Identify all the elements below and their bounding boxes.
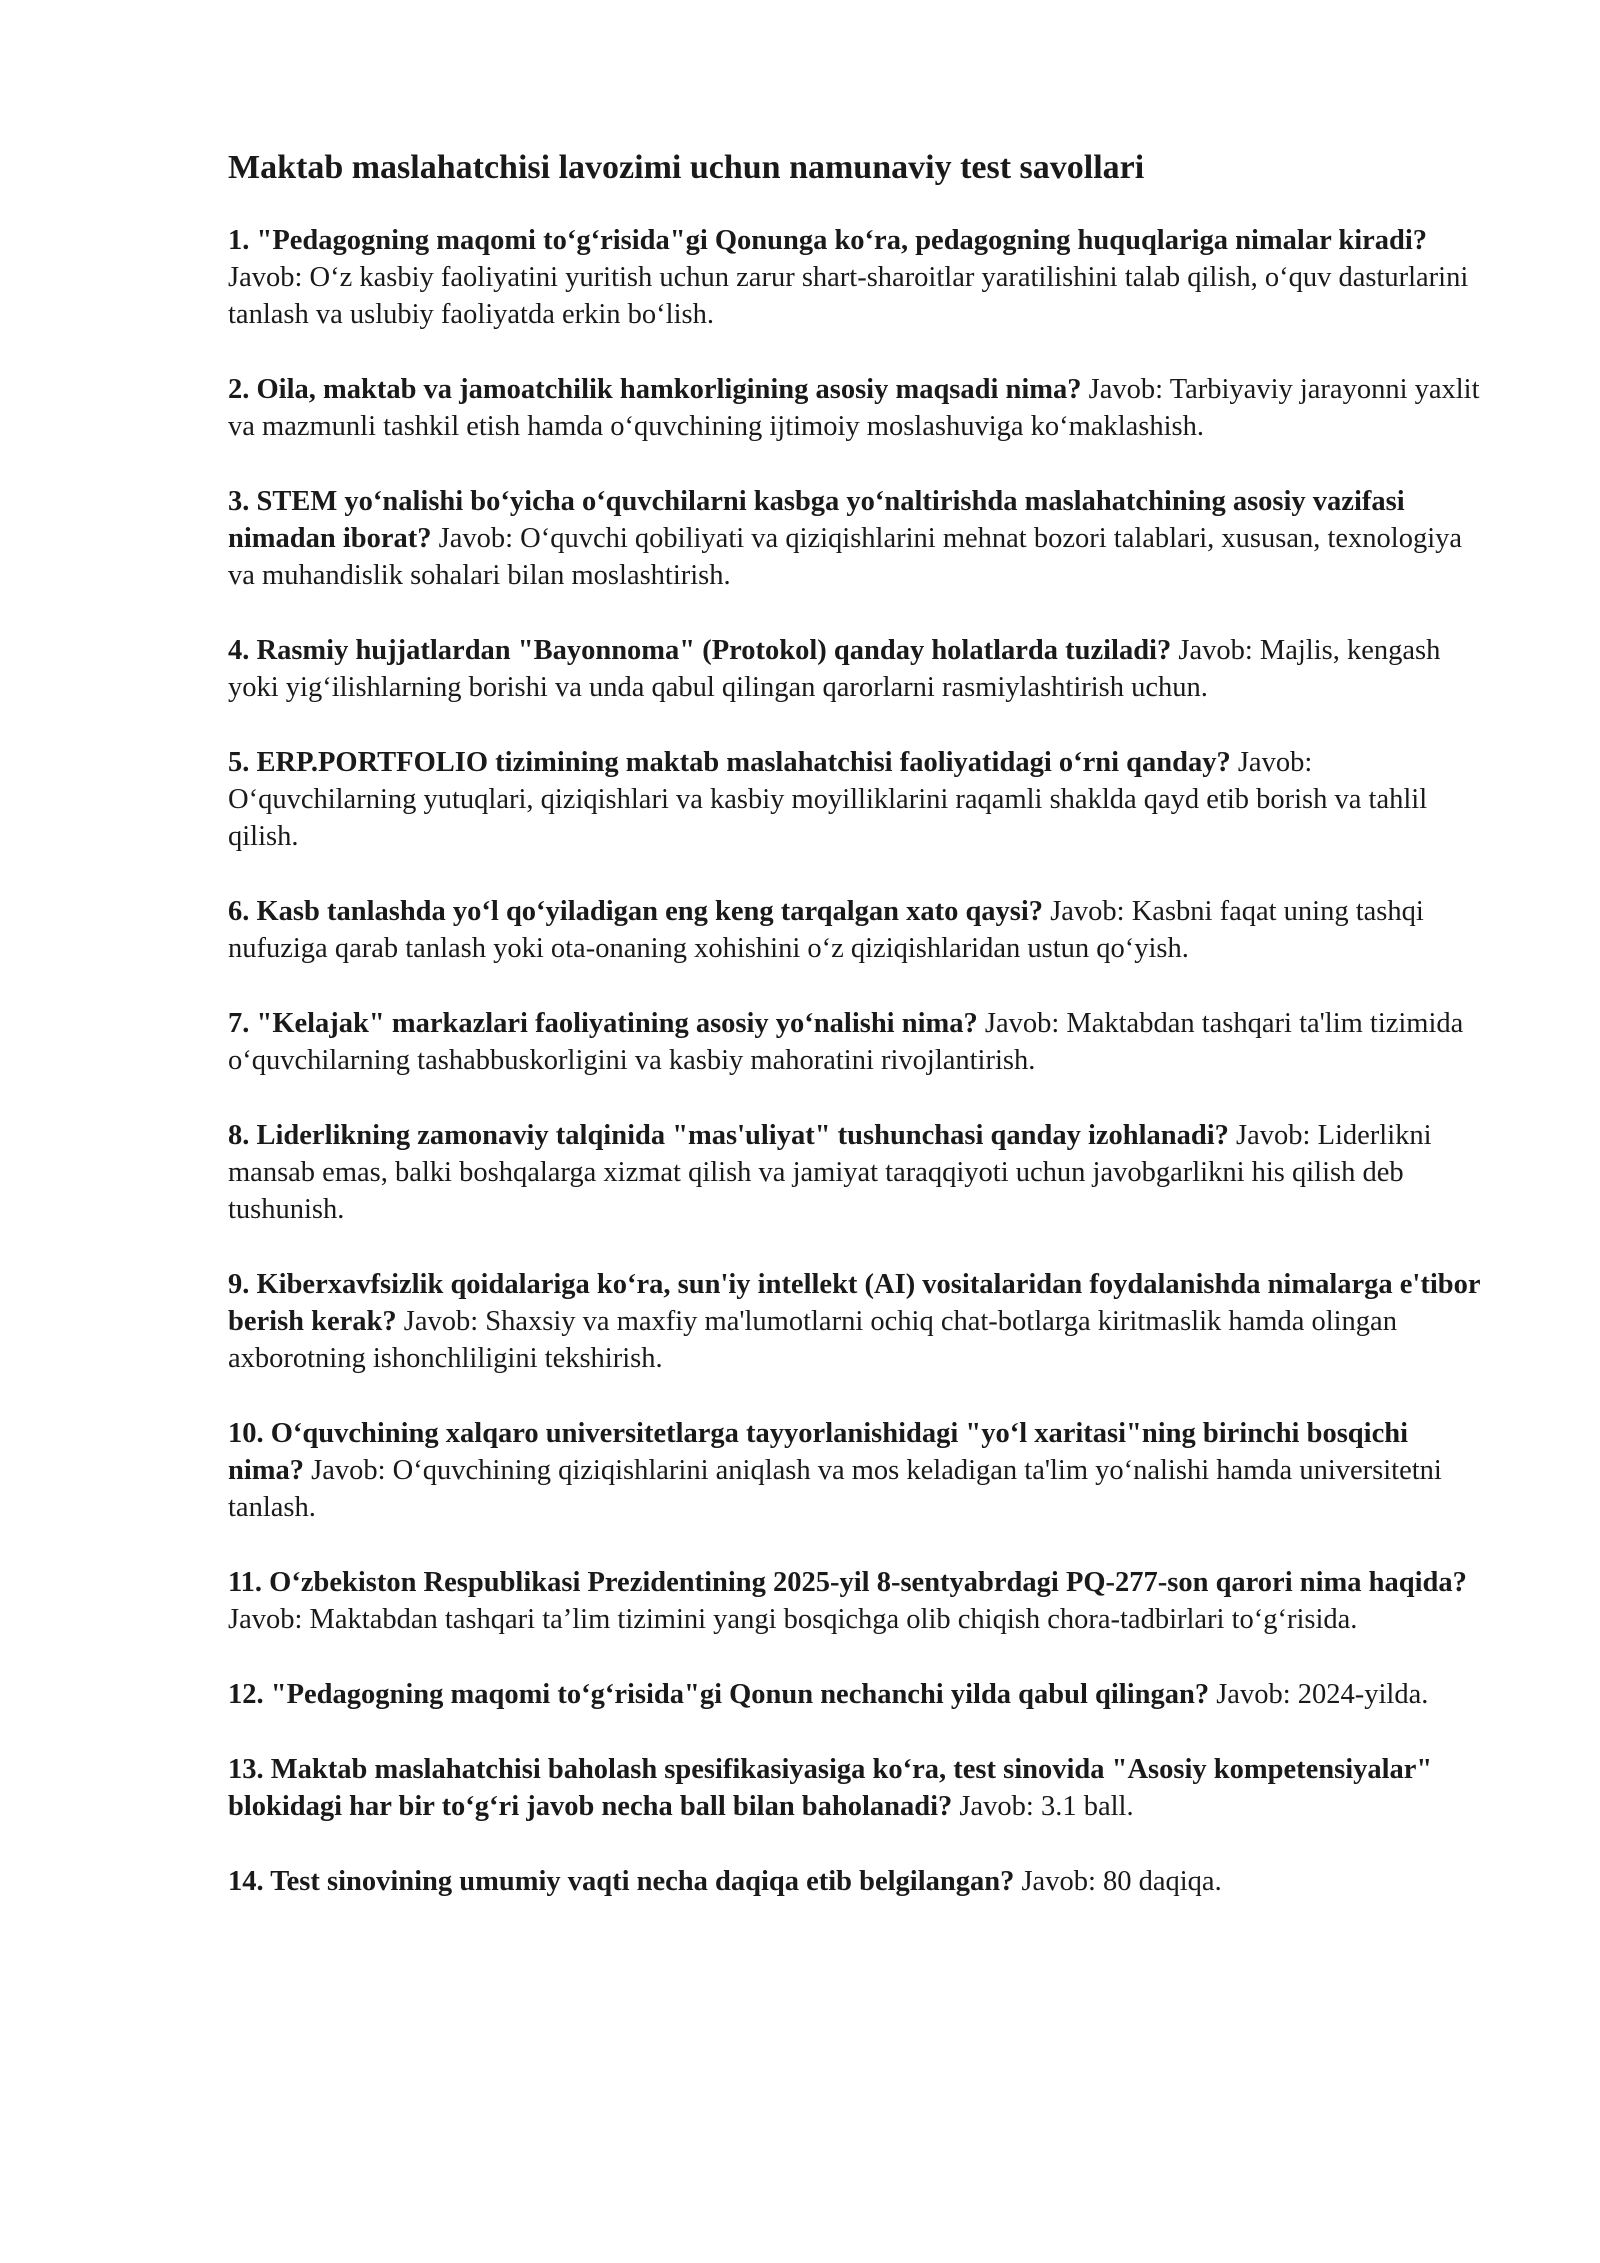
qa-item-6 [228, 893, 1488, 967]
qa-item-5 [228, 744, 1488, 855]
answer-text: Javob: Majlis, kengash yoki yig‘ilishlarning borishi va unda qabul qilingan qarorlarni rasmiylashtirish uchun. [228, 635, 1441, 703]
question-text: 3. STEM yo‘nalishi bo‘yicha o‘quvchilarni kasbga yo‘naltirishda maslahatchining asosiy vazifasi nimadan iborat? [228, 486, 1405, 554]
qa-item-13 [228, 1751, 1488, 1825]
question-text: 9. Kiberxavfsizlik qoidalariga ko‘ra, sun'iy intellekt (AI) vositalaridan foydalanishda nimalarga e'tibor berish kerak? [228, 1269, 1480, 1337]
question-text: 10. O‘quvchining xalqaro universitetlarga tayyorlanishidagi "yo‘l xaritasi"ning birinchi bosqichi nima? [228, 1418, 1408, 1486]
answer-text: Javob: Maktabdan tashqari ta’lim tizimini yangi bosqichga olib chiqish chora-tadbirlari to‘g‘risida. [228, 1604, 1358, 1635]
answer-text: Javob: Liderlikni mansab emas, balki boshqalarga xizmat qilish va jamiyat taraqqiyoti uchun javobgarlikni his qilish deb tushunish. [228, 1120, 1432, 1225]
answer-text: Javob: Maktabdan tashqari ta'lim tizimida o‘quvchilarning tashabbuskorligini va kasbiy mahoratini rivojlantirish. [228, 1008, 1464, 1076]
question-text: 7. "Kelajak" markazlari faoliyatining asosiy yo‘nalishi nima? [228, 1008, 978, 1039]
question-text: 8. Liderlikning zamonaviy talqinida "mas'uliyat" tushunchasi qanday izohlanadi? [228, 1120, 1229, 1151]
qa-item-1 [228, 222, 1488, 333]
answer-text: Javob: 80 daqiqa. [1021, 1866, 1222, 1897]
answer-text: Javob: Tarbiyaviy jarayonni yaxlit va mazmunli tashkil etish hamda o‘quvchining ijtimoiy moslashuviga ko‘maklashish. [228, 374, 1480, 442]
qa-item-12 [228, 1676, 1488, 1713]
qa-item-10 [228, 1415, 1488, 1526]
answer-text: Javob: Kasbni faqat uning tashqi nufuziga qarab tanlash yoki ota-onaning xohishini o‘z qiziqishlaridan ustun qo‘yish. [228, 896, 1424, 964]
question-text: 11. O‘zbekiston Respublikasi Prezidentining 2025-yil 8-sentyabrdagi PQ-277-son qarori nima haqida? [228, 1567, 1467, 1598]
question-text: 1. "Pedagogning maqomi to‘g‘risida"gi Qonunga ko‘ra, pedagogning huquqlariga nimalar kiradi? [228, 225, 1428, 256]
question-text: 2. Oila, maktab va jamoatchilik hamkorligining asosiy maqsadi nima? [228, 374, 1082, 405]
document-title: Maktab maslahatchisi lavozimi uchun namunaviy test savollari [228, 149, 1145, 186]
answer-text: Javob: Shaxsiy va maxfiy ma'lumotlarni ochiq chat-botlarga kiritmaslik hamda olingan axborotning ishonchliligini tekshirish. [228, 1306, 1397, 1374]
answer-text: Javob: O‘z kasbiy faoliyatini yuritish uchun zarur shart-sharoitlar yaratilishini talab qilish, o‘quv dasturlarini tanlash va uslubiy faoliyatda erkin bo‘lish. [228, 262, 1469, 330]
qa-item-3 [228, 483, 1488, 594]
qa-item-14 [228, 1863, 1488, 1900]
answer-text: Javob: O‘quvchining qiziqishlarini aniqlash va mos keladigan ta'lim yo‘nalishi hamda universitetni tanlash. [228, 1455, 1442, 1523]
answer-text: Javob: O‘quvchi qobiliyati va qiziqishlarini mehnat bozori talablari, xususan, texnologiya va muhandislik sohalari bilan moslashtirish. [228, 523, 1463, 591]
question-text: 13. Maktab maslahatchisi baholash spesifikasiyasiga ko‘ra, test sinovida "Asosiy kompetensiyalar" blokidagi har bir to‘g‘ri javob necha ball bilan baholanadi? [228, 1754, 1433, 1822]
answer-text: Javob: 2024-yilda. [1216, 1679, 1429, 1710]
answer-text: Javob: O‘quvchilarning yutuqlari, qiziqishlari va kasbiy moyilliklarini raqamli shaklda qayd etib borish va tahlil qilish. [228, 747, 1428, 852]
question-text: 5. ERP.PORTFOLIO tizimining maktab maslahatchisi faoliyatidagi o‘rni qanday? [228, 747, 1231, 778]
question-text: 6. Kasb tanlashda yo‘l qo‘yiladigan eng keng tarqalgan xato qaysi? [228, 896, 1044, 927]
question-text: 12. "Pedagogning maqomi to‘g‘risida"gi Qonun nechanchi yilda qabul qilingan? [228, 1679, 1210, 1710]
qa-item-2 [228, 371, 1488, 445]
question-text: 4. Rasmiy hujjatlardan "Bayonnoma" (Protokol) qanday holatlarda tuziladi? [228, 635, 1172, 666]
document-page [228, 148, 1488, 1938]
qa-item-4 [228, 632, 1488, 706]
question-text: 14. Test sinovining umumiy vaqti necha daqiqa etib belgilangan? [228, 1866, 1015, 1897]
qa-item-7 [228, 1005, 1488, 1079]
answer-text: Javob: 3.1 ball. [959, 1791, 1134, 1822]
qa-item-11 [228, 1564, 1488, 1638]
qa-item-9 [228, 1266, 1488, 1377]
qa-item-8 [228, 1117, 1488, 1228]
